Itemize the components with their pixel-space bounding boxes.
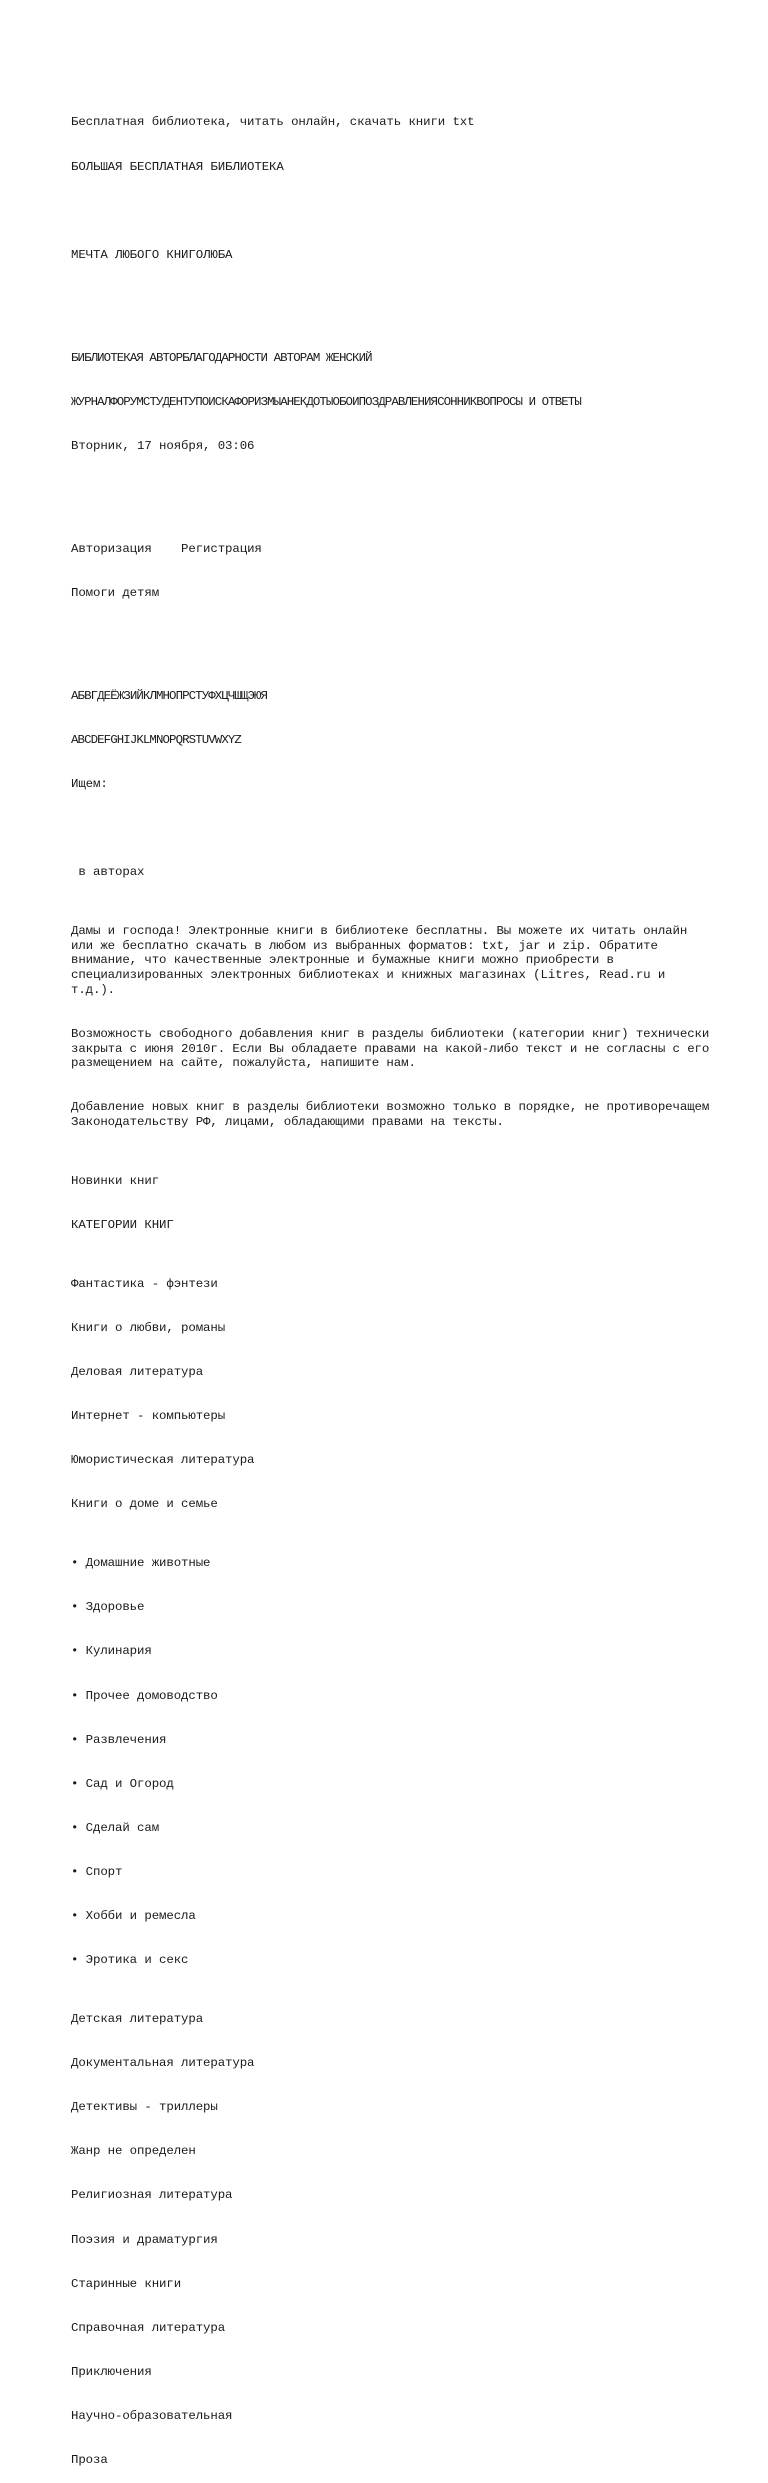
nav-wallpapers[interactable]: ОБОИ: [332, 394, 359, 409]
nav-women[interactable]: ЖЕНСКИЙ: [325, 350, 372, 365]
auth-row: [71, 542, 711, 557]
category-link[interactable]: Жанр не определен: [71, 2144, 196, 2159]
site-slogan: МЕЧТА ЛЮБОГО КНИГОЛЮБА: [71, 247, 233, 262]
page-content: [71, 86, 717, 2483]
category-link[interactable]: Документальная литература: [71, 2056, 255, 2071]
login-link[interactable]: Авторизация: [71, 541, 152, 556]
help-children-link[interactable]: Помоги детям: [71, 585, 160, 600]
category-link[interactable]: Религиозная литература: [71, 2188, 233, 2203]
subcategory-link[interactable]: • Хобби и ремесла: [71, 1909, 196, 1924]
cyrillic-alphabet-index[interactable]: АБВГДЕЁЖЗИЙКЛМНОПРСТУФХЦЧШЩЭЮЯ: [71, 688, 268, 703]
nav-search[interactable]: ПОИСК: [195, 394, 228, 409]
subcategory-link[interactable]: • Сад и Огород: [71, 1776, 174, 1791]
nav-jokes[interactable]: АНЕКДОТЫ: [280, 394, 333, 409]
nav-forum[interactable]: ФОРУМ: [110, 394, 143, 409]
search-input[interactable]: [71, 821, 711, 836]
category-link[interactable]: Юмористическая литература: [71, 1453, 255, 1468]
nav-dream-book[interactable]: СОННИК: [437, 394, 477, 409]
spacer: [71, 630, 711, 645]
subcategory-link[interactable]: • Кулинария: [71, 1644, 152, 1659]
new-books-link[interactable]: Новинки книг: [71, 1173, 160, 1188]
register-link[interactable]: Регистрация: [181, 541, 262, 556]
nav-greetings[interactable]: ПОЗДРАВЛЕНИЯ: [358, 394, 438, 409]
nav-row-2: [71, 395, 711, 410]
category-link[interactable]: Старинные книги: [71, 2276, 182, 2291]
category-link[interactable]: Поэзия и драматургия: [71, 2232, 218, 2247]
nav-journal[interactable]: ЖУРНАЛ: [71, 394, 111, 409]
intro-paragraph-2: Возможность свободного добавления книг в разделы библиотеки (категории книг) технически закрыта с июня 2010г. Если Вы обладаете правами на какой-либо текст и не согласны с его размещением на сайте, пожалуйста, напишите нам.: [71, 1026, 717, 1071]
subcategory-link[interactable]: • Эротика и секс: [71, 1953, 189, 1968]
nav-faq[interactable]: ВОПРОСЫ И ОТВЕТЫ: [476, 394, 581, 409]
category-link[interactable]: Проза: [71, 2453, 108, 2468]
search-label: Ищем:: [71, 776, 108, 791]
category-link[interactable]: Научно-образовательная: [71, 2409, 233, 2424]
subcategory-link[interactable]: • Сделай сам: [71, 1820, 160, 1835]
current-date: Вторник, 17 ноября, 03:06: [71, 438, 255, 453]
page-title: Бесплатная библиотека, читать онлайн, скачать книги txt: [71, 115, 475, 130]
subcategory-link[interactable]: • Спорт: [71, 1865, 123, 1879]
spacer: [71, 483, 711, 498]
category-link[interactable]: Приключения: [71, 2364, 152, 2379]
spacer: [71, 292, 711, 307]
spacer: [71, 204, 711, 219]
category-link[interactable]: Детективы - триллеры: [71, 2100, 218, 2115]
category-link[interactable]: Книги о доме и семье: [71, 1497, 218, 1512]
nav-thanks-authors[interactable]: БЛАГОДАРНОСТИ АВТОРАМ: [182, 350, 320, 365]
subcategory-link[interactable]: • Развлечения: [71, 1732, 167, 1747]
intro-paragraph-3: Добавление новых книг в разделы библиотеки возможно только в порядке, не противоречащем Законодательству РФ, лицами, обладающими правами на тексты.: [71, 1100, 717, 1130]
category-link[interactable]: Книги о любви, романы: [71, 1320, 226, 1335]
site-name-link[interactable]: БОЛЬШАЯ БЕСПЛАТНАЯ БИБЛИОТЕКА: [71, 159, 284, 174]
search-scope[interactable]: в авторах: [71, 865, 145, 880]
nav-row-1: [71, 351, 711, 366]
category-link[interactable]: Справочная литература: [71, 2320, 226, 2335]
categories-heading: КАТЕГОРИИ КНИГ: [71, 1218, 174, 1233]
category-link[interactable]: Фантастика - фэнтези: [71, 1276, 218, 1291]
nav-i-author[interactable]: Я АВТОР: [136, 350, 183, 365]
subcategory-link[interactable]: • Прочее домоводство: [71, 1688, 218, 1703]
nav-aphorisms[interactable]: АФОРИЗМЫ: [227, 394, 281, 409]
subcategory-link[interactable]: • Домашние животные: [71, 1556, 211, 1571]
category-link[interactable]: Деловая литература: [71, 1365, 204, 1380]
nav-student[interactable]: СТУДЕНТУ: [142, 394, 196, 409]
category-link[interactable]: Интернет - компьютеры: [71, 1409, 226, 1424]
category-link[interactable]: Детская литература: [71, 2012, 204, 2027]
subcategory-link[interactable]: • Здоровье: [71, 1600, 145, 1615]
latin-alphabet-index[interactable]: ABCDEFGHIJKLMNOPQRSTUVWXYZ: [71, 732, 241, 747]
intro-paragraph-1: Дамы и господа! Электронные книги в библиотеке бесплатны. Вы можете их читать онлайн или же бесплатно скачать в любом из выбранных форматов: txt, jar и zip. Обратите внимание, что качественные электронные и бумажные книги можно приобрести в специализированных электронных библиотеках и книжных магазинах (Litres, Read.ru и т.д.).: [71, 924, 695, 997]
nav-library[interactable]: БИБЛИОТЕКА: [71, 350, 137, 365]
